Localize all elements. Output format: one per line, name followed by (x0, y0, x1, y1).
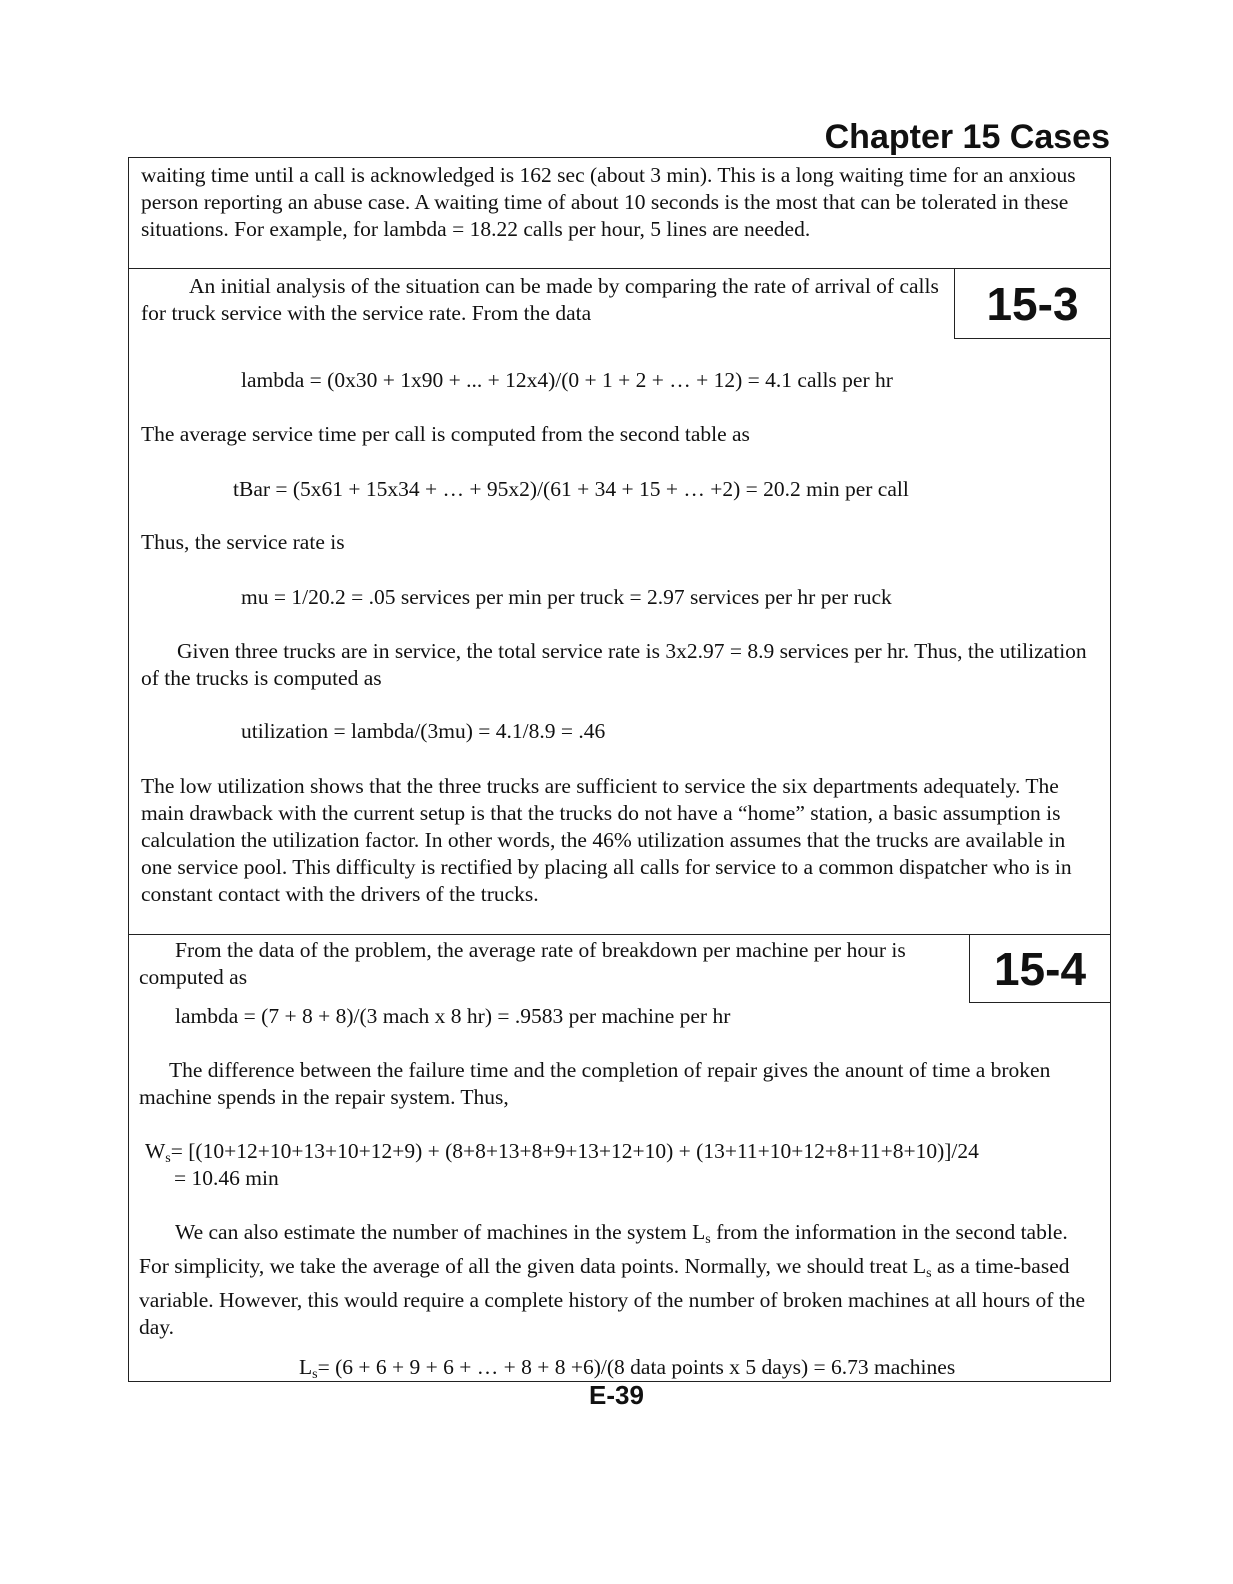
estimate-text-c: as a time-based variable. However, this would require a complete history of the number of broken machines at all hours of the day. (139, 1254, 1086, 1339)
equation-lambda: lambda = (0x30 + 1x90 + ... + 12x4)/(0 + 1 + 2 + … + 12) = 4.1 calls per hr (241, 368, 893, 392)
ws-symbol: W (145, 1139, 166, 1163)
ls-subscript: s (312, 1367, 318, 1382)
conclusion-paragraph: The low utilization shows that the three trucks are sufficient to service the six departments adequately. The main drawback with the current setup is that the trucks do not have a “home” station, a basic assumption is calculation the utilization factor. In other words, the 46% utilization assumes that the trucks are available in one service pool. This difficulty is rectified by placing all calls for service to a common dispatcher who is in constant contact with the drivers of the trucks. (141, 774, 1072, 906)
ws-expression: = [(10+12+10+13+10+12+9) + (8+8+13+8+9+13+12+10) + (13+11+10+12+8+11+8+10)]/24 (170, 1139, 979, 1163)
service-rate-paragraph: Thus, the service rate is (141, 530, 345, 554)
case-15-4-intro: From the data of the problem, the average rate of breakdown per machine per hour is computed as (139, 938, 906, 989)
estimate-paragraph (139, 1219, 1097, 1341)
case-15-4-label: 15-4 (969, 935, 1110, 1003)
continued-section (128, 157, 1111, 269)
continued-paragraph: waiting time until a call is acknowledged is 162 sec (about 3 min). This is a long waiting time for an anxious person reporting an abuse case. A waiting time of about 10 seconds is the most that can be tolerated in these situations. For example, for lambda = 18.22 calls per hour, 5 lines are needed. (141, 163, 1076, 241)
service-time-paragraph: The average service time per call is computed from the second table as (141, 422, 750, 446)
page-number: E-39 (589, 1380, 644, 1410)
ls-expression: = (6 + 6 + 9 + 6 + … + 8 + 8 +6)/(8 data points x 5 days) = 6.73 machines (317, 1355, 956, 1379)
total-rate-paragraph: Given three trucks are in service, the total service rate is 3x2.97 = 8.9 services per hr. Thus, the utilization of the trucks is computed as (141, 639, 1087, 690)
ls-symbol: L (299, 1355, 313, 1379)
chapter-title: Chapter 15 Cases (824, 118, 1110, 156)
case-15-4-section (128, 934, 1111, 1382)
case-15-3-label: 15-3 (954, 269, 1110, 339)
estimate-text-a: We can also estimate the number of machines in the system L (175, 1220, 706, 1244)
equation-ws-result: = 10.46 min (174, 1166, 279, 1190)
case-15-3-section (128, 268, 1111, 935)
equation-tbar: tBar = (5x61 + 15x34 + … + 95x2)/(61 + 34 + 15 + … +2) = 20.2 min per call (233, 477, 909, 501)
equation-utilization: utilization = lambda/(3mu) = 4.1/8.9 = .46 (241, 719, 606, 743)
equation-machine-lambda: lambda = (7 + 8 + 8)/(3 mach x 8 hr) = .9583 per machine per hr (175, 1004, 731, 1028)
ls-subscript-a: s (705, 1232, 711, 1247)
ls-subscript-b: s (926, 1266, 932, 1281)
difference-paragraph: The difference between the failure time and the completion of repair gives the anount of time a broken machine spends in the repair system. Thus, (139, 1058, 1051, 1109)
case-15-3-intro: An initial analysis of the situation can be made by comparing the rate of arrival of calls for truck service with the service rate. From the data (141, 274, 939, 325)
equation-mu: mu = 1/20.2 = .05 services per min per truck = 2.97 services per hr per ruck (241, 585, 892, 609)
estimate-text-b: from the information in the second table. For simplicity, we take the average of all the given data points. Normally, we should treat L (139, 1220, 1068, 1278)
ws-subscript: s (165, 1151, 171, 1166)
